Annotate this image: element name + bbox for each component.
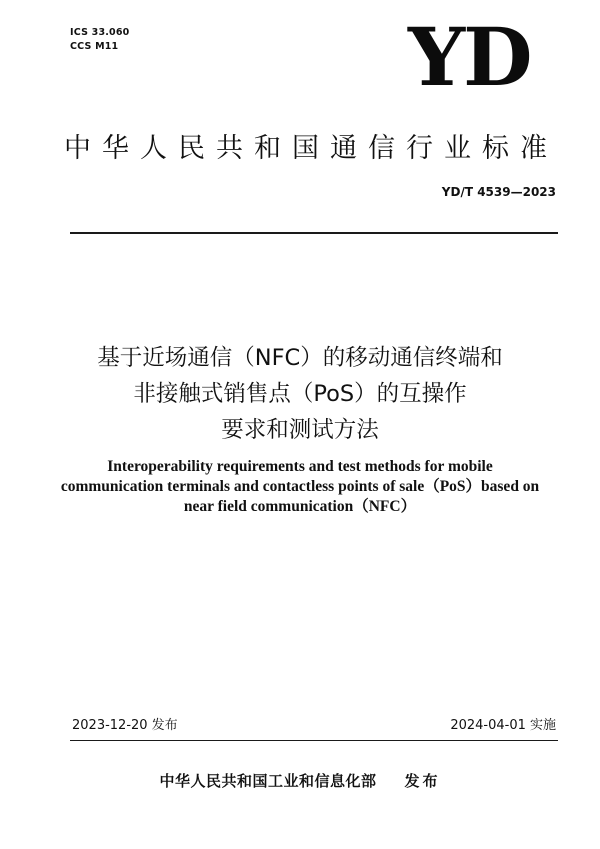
classification-codes <box>70 26 130 54</box>
implement-date: 2024-04-01 实施 <box>450 718 556 733</box>
chinese-title-line-2: 非接触式销售点（PoS）的互操作 <box>133 381 467 407</box>
publisher-org: 中华人民共和国工业和信息化部 <box>159 772 377 790</box>
standard-category-title: 中华人民共和国通信行业标准 <box>64 133 558 164</box>
bottom-divider <box>70 740 558 741</box>
english-title-line-2: communication terminals and contactless points of sale（PoS）based on <box>60 478 540 495</box>
publisher-action: 发布 <box>404 772 441 790</box>
english-title <box>40 457 560 517</box>
chinese-title <box>40 340 560 448</box>
ics-code: ICS 33.060 <box>70 27 130 38</box>
english-title-line-1: Interoperability requirements and test methods for mobile <box>107 458 493 475</box>
ccs-code: CCS M11 <box>70 41 119 52</box>
english-title-line-3: near field communication（NFC） <box>183 498 417 515</box>
chinese-title-line-1: 基于近场通信（NFC）的移动通信终端和 <box>97 345 503 371</box>
chinese-title-line-3: 要求和测试方法 <box>221 417 379 443</box>
issue-date: 2023-12-20 发布 <box>72 718 178 733</box>
publisher <box>70 770 530 792</box>
top-divider <box>70 232 558 234</box>
yd-logo: YD <box>408 10 531 104</box>
standard-code: YD/T 4539—2023 <box>441 185 556 199</box>
